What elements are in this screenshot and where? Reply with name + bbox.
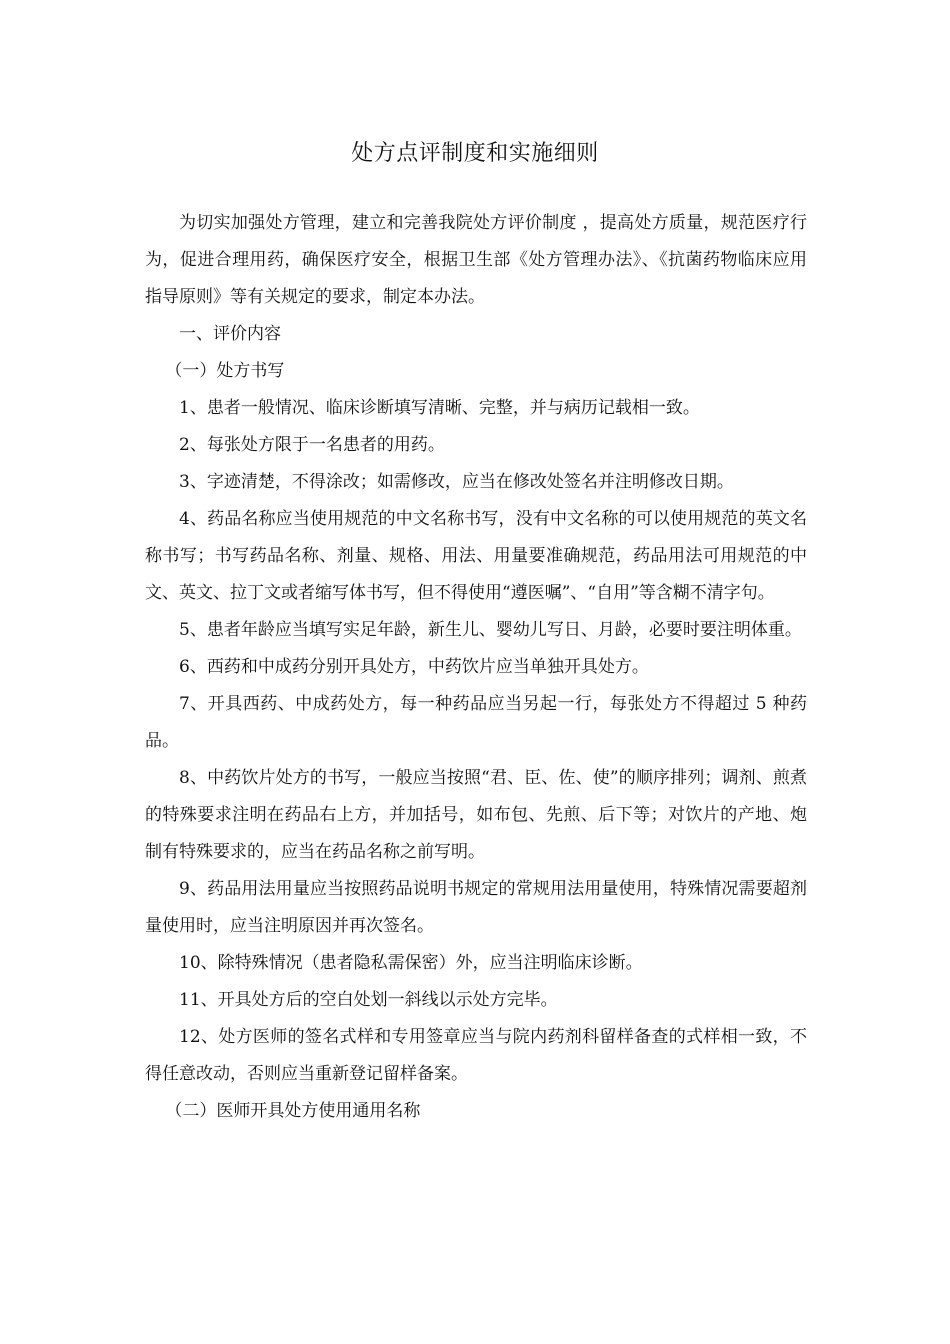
document-body [145, 205, 807, 1130]
list-item: 1、患者一般情况、临床诊断填写清晰、完整，并与病历记载相一致。 [179, 398, 700, 418]
list-item: 11、开具处方后的空白处划一斜线以示处方完毕。 [179, 990, 558, 1010]
intro-paragraph: 为切实加强处方管理，建立和完善我院处方评价制度 ，提高处方质量，规范医疗行为，促进合理用药，确保医疗安全，根据卫生部《处方管理办法》、《抗菌药物临床应用指导原则》等有关规定的要求，制定本办法。 [145, 213, 807, 307]
list-item: 12、处方医师的签名式样和专用签章应当与院内药剂科留样备查的式样相一致，不得任意改动，否则应当重新登记留样备案。 [145, 1027, 807, 1084]
list-item: 3、字迹清楚，不得涂改；如需修改，应当在修改处签名并注明修改日期。 [179, 472, 734, 492]
subsection-heading-prescription-writing: （一）处方书写 [165, 361, 285, 381]
list-item: 9、药品用法用量应当按照药品说明书规定的常规用法用量使用，特殊情况需要超剂量使用时，应当注明原因并再次签名。 [145, 879, 807, 936]
list-item: 8、中药饮片处方的书写，一般应当按照“君、臣、佐、使”的顺序排列；调剂、煎煮的特殊要求注明在药品右上方，并加括号，如布包、先煎、后下等；对饮片的产地、炮制有特殊要求的，应当在药品名称之前写明。 [145, 768, 807, 862]
list-item: 5、患者年龄应当填写实足年龄，新生儿、婴幼儿写日、月龄，必要时要注明体重。 [179, 620, 802, 640]
list-item: 4、药品名称应当使用规范的中文名称书写，没有中文名称的可以使用规范的英文名称书写；书写药品名称、剂量、规格、用法、用量要准确规范，药品用法可用规范的中文、英文、拉丁文或者缩写体书写，但不得使用“遵医嘱”、“自用”等含糊不清字句。 [145, 509, 807, 603]
list-item: 10、除特殊情况（患者隐私需保密）外，应当注明临床诊断。 [179, 953, 643, 973]
document-title: 处方点评制度和实施细则 [351, 141, 599, 166]
section-heading-evaluation-content: 一、评价内容 [179, 324, 281, 344]
list-item: 6、西药和中成药分别开具处方，中药饮片应当单独开具处方。 [179, 657, 649, 677]
list-item: 7、开具西药、中成药处方，每一种药品应当另起一行，每张处方不得超过 5 种药品。 [145, 694, 807, 751]
subsection-heading-generic-name: （二）医师开具处方使用通用名称 [165, 1101, 421, 1121]
list-item: 2、每张处方限于一名患者的用药。 [179, 435, 445, 455]
